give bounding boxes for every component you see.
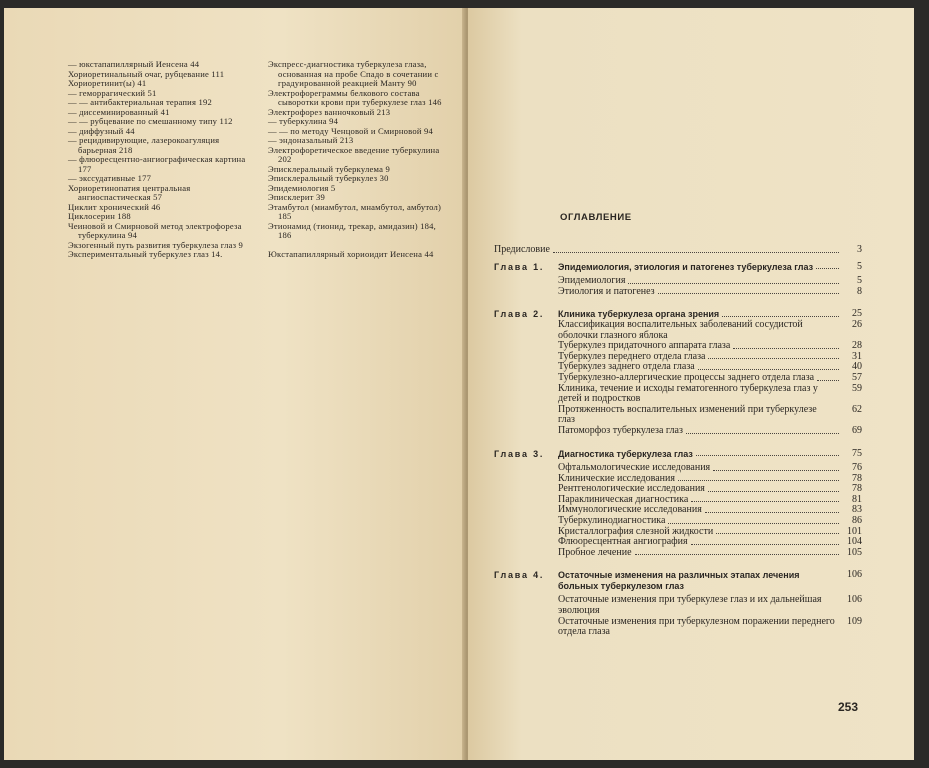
chapter-sections: [494, 463, 862, 558]
chapter-label: Глава 2.: [494, 309, 545, 320]
toc-item-page: 81: [852, 493, 862, 505]
leader-dots: [733, 341, 839, 349]
index-entry: — эндоназальный 213: [268, 135, 354, 145]
chapter-page: 75: [852, 447, 862, 459]
leader-dots: [708, 484, 839, 492]
toc-item-text: Туберкулез переднего отдела глаза: [558, 350, 706, 362]
toc-item: [558, 617, 862, 638]
index-entry: — экссудативные 177: [68, 173, 152, 183]
toc-item-text: Туберкулез придаточного аппарата глаза: [558, 340, 731, 352]
toc-chapter: [494, 449, 862, 460]
toc-item-page: 83: [852, 504, 862, 516]
chapter-sections: [494, 320, 862, 437]
toc-item-page: 109: [847, 615, 862, 627]
index-entry: Экспресс-диагностика туберкулеза глаза, основанная на пробе Спадо в сочетании с градуированной реакцией Манту 90: [268, 59, 439, 88]
leader-dots: [686, 426, 839, 434]
chapter-label: Глава 4.: [494, 570, 545, 581]
toc-item-text: Клиника, течение и исходы гематогенного туберкулеза глаз у детей и подростков: [558, 382, 818, 405]
chapter-page: 106: [847, 569, 862, 581]
page-number: 253: [838, 700, 859, 714]
index-column-1: [68, 60, 250, 260]
toc-item-text: Флюоресцентная ангиография: [558, 536, 688, 548]
toc-item-text: Туберкулез заднего отдела глаза: [558, 361, 695, 373]
toc-item-page: 104: [847, 536, 862, 548]
toc-item: [558, 405, 862, 426]
index-entry: Циклосерин 188: [68, 211, 131, 221]
toc-preface-page: 3: [857, 244, 862, 255]
index-entry: Экзогенный путь развития туберкулеза глаз 9: [68, 239, 244, 250]
toc-item-text: Кристаллография слезной жидкости: [558, 525, 714, 537]
chapter-spacer: [494, 638, 862, 644]
chapter-sections: [494, 595, 862, 637]
toc-item: [558, 426, 862, 437]
toc-item-page: 69: [852, 424, 862, 436]
leader-dots: [691, 537, 839, 545]
index-entry: — — по методу Ченцовой и Смирновой 94: [268, 125, 433, 136]
index-entry: Хориоретинальный очаг, рубцевание 111: [68, 68, 225, 79]
toc-item-page: 76: [852, 462, 862, 474]
chapter-spacer: [494, 297, 862, 303]
index-entry: Электрофореграммы белкового состава сыворотки крови при туберкулезе глаз 146: [268, 87, 442, 107]
toc-item: [558, 548, 862, 559]
chapter-title-row: [558, 449, 862, 460]
index-entry: Этамбутол (миамбутол, мнамбутол, амбутол) 185: [268, 201, 442, 221]
chapter-title: Клиника туберкулеза органа зрения: [558, 309, 720, 320]
chapter-title-row: [558, 570, 862, 591]
index-entry: Эписклерит 39: [268, 192, 325, 202]
toc-item-page: 86: [852, 515, 862, 527]
index-entry: — диссеминированный 41: [68, 106, 170, 117]
index-entry: Хориоретинопатия центральная ангиоспастическая 57: [68, 182, 191, 202]
index-entry: Хориоретинит(ы) 41: [68, 78, 147, 88]
toc-item-page: 78: [852, 483, 862, 495]
index-entry: — диффузный 44: [68, 125, 135, 136]
toc-item-page: 28: [852, 340, 862, 352]
leader-dots: [696, 449, 839, 457]
index-entry: — рецидивирующие, лазерокоагуляция барьерная 218: [68, 135, 220, 155]
index-entry: — — антибактериальная терапия 192: [68, 97, 212, 107]
toc-item-page: 78: [852, 472, 862, 484]
toc-title: ОГЛАВЛЕНИЕ: [560, 212, 632, 223]
chapter-title: Остаточные изменения на различных этапах лечения больных туберкулезом глаз: [558, 570, 800, 591]
toc-item-text: Иммунологические исследования: [558, 504, 702, 516]
index-entry: — туберкулина 94: [268, 116, 339, 126]
toc-item: [558, 287, 862, 298]
leader-dots: [716, 527, 839, 535]
leader-dots: [628, 276, 839, 284]
toc-item-text: Рентгенологические исследования: [558, 483, 705, 495]
index-entry: Экспериментальный туберкулез глаз 14.: [68, 249, 223, 259]
index-entry: — геморрагический 51: [68, 87, 157, 98]
toc-item-text: Параклиническая диагностика: [558, 493, 689, 505]
toc-item-text: Протяженность воспалительных изменений при туберкулезе глаз: [558, 403, 817, 426]
toc-preface: [494, 245, 862, 256]
chapter-sections: [494, 276, 862, 297]
index-entry: Юкстапапиллярный хориоидит Иенсена 44: [268, 249, 434, 259]
toc-item-page: 57: [852, 371, 862, 383]
chapter-title: Эпидемиология, этиология и патогенез туберкулеза глаз: [558, 261, 814, 272]
index-entry: — юкстапапиллярный Иенсена 44: [68, 59, 200, 69]
index-entry: — — рубцевание по смешанному типу 112: [68, 116, 233, 126]
leader-dots: [553, 245, 839, 253]
leader-dots: [668, 516, 839, 524]
index-entry: Циклит хронический 46: [68, 201, 161, 212]
chapter-page: 5: [857, 260, 862, 272]
toc-item-text: Этиология и патогенез: [558, 285, 655, 297]
chapter-label: Глава 3.: [494, 448, 545, 459]
toc-item-page: 8: [857, 285, 862, 297]
chapter-page: 25: [852, 308, 862, 320]
leader-dots: [658, 287, 839, 295]
toc-item-text: Классификация воспалительных заболеваний сосудистой оболочки глазного яблока: [558, 318, 803, 341]
toc-item-text: Туберкулинодиагностика: [558, 515, 666, 527]
chapter-spacer: [494, 558, 862, 564]
toc-item-text: Туберкулезно-аллергические процессы заднего отдела глаза: [558, 371, 815, 383]
toc-item: [558, 373, 862, 384]
index-entry: Электрофоретическое введение туберкулина 202: [268, 144, 440, 164]
chapter-title-row: [558, 262, 862, 273]
index-column-2: [268, 60, 444, 260]
leader-dots: [708, 352, 839, 360]
index-entry: — флюоресцентно-ангиографическая картина 177: [68, 154, 246, 174]
toc-chapter: [494, 262, 862, 273]
leader-dots: [691, 495, 839, 503]
toc-item-page: 106: [847, 594, 862, 606]
toc-item-page: 105: [847, 546, 862, 558]
chapter-label: Глава 1.: [494, 261, 545, 272]
toc-item: [558, 595, 862, 616]
toc-item-page: 59: [852, 382, 862, 394]
toc-item-page: 62: [852, 403, 862, 415]
index-entry: Чеиновой и Смирновой метод электрофореза туберкулина 94: [68, 220, 242, 240]
leader-dots: [635, 548, 839, 556]
index-entry: Эписклеральный туберкулез 30: [268, 173, 389, 183]
toc-item-page: 26: [852, 318, 862, 330]
toc-item-text: Патоморфоз туберкулеза глаз: [558, 424, 683, 436]
chapter-spacer: [494, 437, 862, 443]
toc-item: [558, 320, 862, 341]
table-of-contents: [494, 245, 862, 644]
toc-item-text: Остаточные изменения при туберкулезе глаз и их дальнейшая эволюция: [558, 594, 822, 617]
toc-item-text: Офтальмологические исследования: [558, 462, 711, 474]
toc-item-text: Остаточные изменения при туберкулезном поражении переднего отдела глаза: [558, 615, 835, 638]
index-entry: Этионамид (тионид, трекар, амидазин) 184, 186: [268, 220, 436, 240]
leader-dots: [816, 262, 839, 270]
toc-item-page: 101: [847, 525, 862, 537]
toc-chapter: [494, 570, 862, 591]
leader-dots: [698, 362, 839, 370]
toc-item-text: Пробное лечение: [558, 546, 632, 558]
leader-dots: [678, 474, 839, 482]
index-entry: Эпидемиология 5: [268, 182, 336, 193]
leader-dots: [817, 373, 839, 381]
toc-item-text: Клинические исследования: [558, 472, 675, 484]
leader-dots: [722, 309, 839, 317]
chapter-title: Диагностика туберкулеза глаз: [558, 448, 693, 459]
toc-item-page: 40: [852, 361, 862, 373]
toc-item-page: 31: [852, 350, 862, 362]
index-entry: Эписклеральный туберкулема 9: [268, 163, 390, 174]
toc-item-text: Эпидемиология: [558, 275, 626, 287]
toc-chapters: [494, 262, 862, 644]
leader-dots: [713, 463, 839, 471]
index-entry: Электрофорез ванночковый 213: [268, 106, 391, 117]
toc-preface-label: Предисловие: [494, 244, 550, 255]
toc-item-page: 5: [857, 275, 862, 287]
toc-item: [558, 384, 862, 405]
leader-dots: [705, 505, 839, 513]
